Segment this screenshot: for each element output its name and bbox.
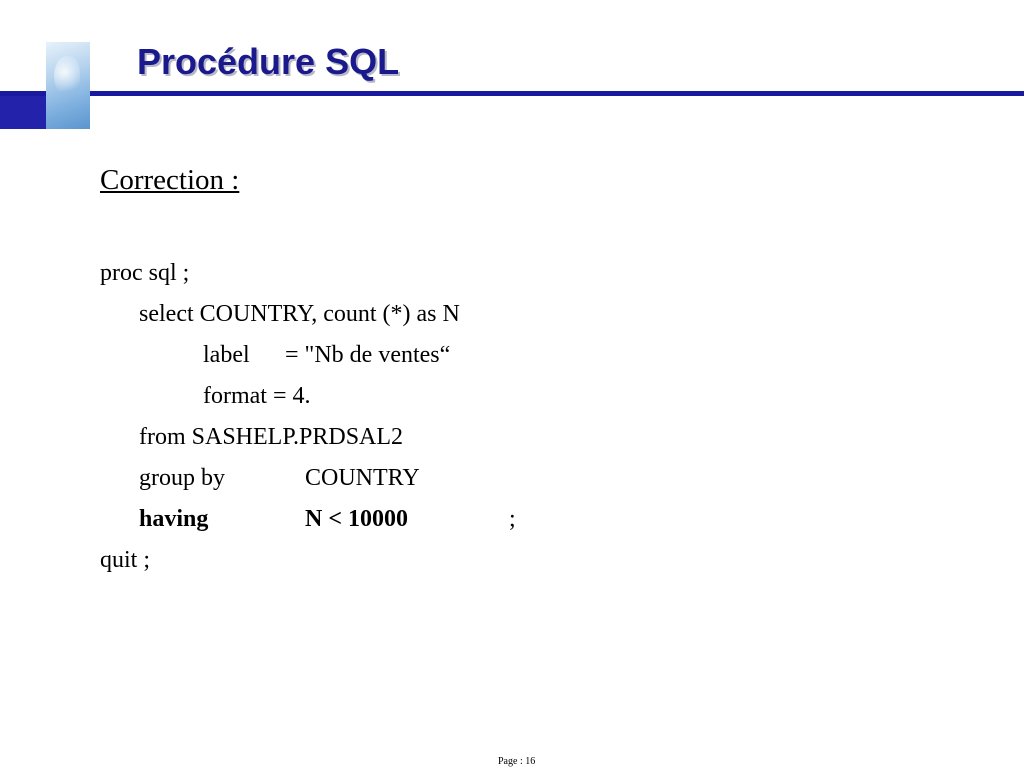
header-decorative-image xyxy=(46,42,90,129)
code-value: COUNTRY xyxy=(305,465,420,491)
code-text: from SASHELP.PRDSAL2 xyxy=(139,424,404,450)
header-accent-block xyxy=(0,96,46,129)
code-keyword: label xyxy=(203,342,250,368)
code-keyword: group by xyxy=(139,465,225,491)
code-line-7 xyxy=(100,502,516,543)
code-terminator: ; xyxy=(509,506,516,532)
code-line-8 xyxy=(100,543,151,584)
code-keyword: having xyxy=(139,506,209,532)
code-text: format = 4. xyxy=(203,383,311,409)
code-text: proc sql ; xyxy=(100,260,190,286)
title-underline-band xyxy=(0,91,1024,96)
code-text: select COUNTRY, count (*) as N xyxy=(139,301,460,327)
slide-title: Procédure SQL xyxy=(137,41,400,82)
code-line-3 xyxy=(100,338,451,379)
code-line-1 xyxy=(100,256,190,297)
code-text: quit ; xyxy=(100,547,151,573)
sql-code-block xyxy=(100,256,516,584)
code-line-4 xyxy=(100,379,311,420)
code-line-6 xyxy=(100,461,420,502)
page-number: Page : 16 xyxy=(498,756,536,767)
section-heading: Correction : xyxy=(100,164,240,196)
code-line-5 xyxy=(100,420,404,461)
code-value: N < 10000 xyxy=(305,506,409,532)
code-line-2 xyxy=(100,297,460,338)
code-value: = "Nb de ventes“ xyxy=(285,342,451,368)
